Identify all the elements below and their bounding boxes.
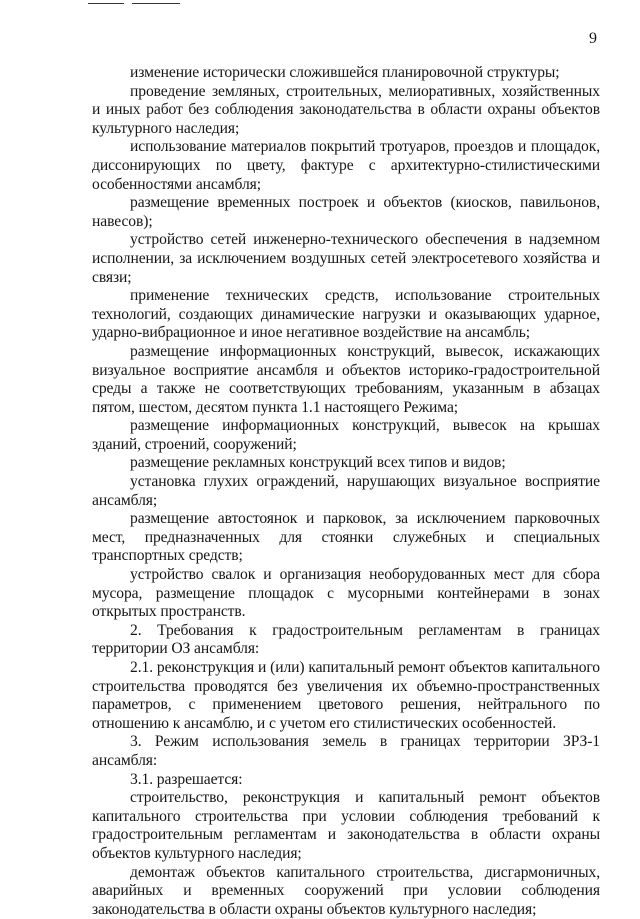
paragraph: использование материалов покрытий тротуаров, проездов и площадок, диссонирующих по цвету, фактуре с архитектурно-стилистическими особенностями ансамбля; <box>92 138 600 193</box>
paragraph: демонтаж объектов капитального строительства, дисгармоничных, аварийных и временных сооружений при условии соблюдения законодательства в области охраны объектов культурного наследия; <box>92 863 600 918</box>
paragraph: изменение исторически сложившейся планировочной структуры; <box>130 64 560 81</box>
paragraph: размещение информационных конструкций, вывесок, искажающих визуальное восприятие ансамбля и объектов историко-градостроительной среды а также не соответствующих требованиям, указанным в абзацах пятом, шестом, десятом пункта 1.1 настоящего Режима; <box>92 342 600 416</box>
section-heading: 2. Требования к градостроительным регламентам в границах территории ОЗ ансамбля: <box>92 621 600 658</box>
page-number: 9 <box>589 30 597 47</box>
paragraph: устройство сетей инженерно-технического обеспечения в надземном исполнении, за исключением воздушных сетей электросетевого хозяйства и связи; <box>92 231 600 286</box>
paragraph: применение технических средств, использование строительных технологий, создающих динамические нагрузки и оказывающих ударное, ударно-вибрационное и иное негативное воздействие на ансамбль; <box>92 287 600 342</box>
paragraph: проведение земляных, строительных, мелиоративных, хозяйственных и иных работ без соблюдения законодательства в области охраны объектов культурного наследия; <box>92 82 600 137</box>
header-rule <box>88 3 124 4</box>
paragraph: 2.1. реконструкция и (или) капитальный ремонт объектов капитального строительства проводятся без увеличения их объемно-пространственных параметров, с применением цветового решения, нейтрального по отношению к ансамблю, и с учетом его стилистических особенностей. <box>92 659 600 732</box>
header-rule <box>132 3 180 4</box>
document-body <box>92 64 600 919</box>
paragraph: размещение автостоянок и парковок, за исключением парковочных мест, предназначенных для стоянки служебных и специальных транспортных средств; <box>92 510 600 565</box>
paragraph: размещение рекламных конструкций всех типов и видов; <box>130 454 506 472</box>
paragraph: строительство, реконструкция и капитальный ремонт объектов капитального строительства при условии соблюдения требований к градостроительным регламентам и законодательства в области охраны объектов культурного наследия; <box>92 789 600 862</box>
paragraph: установка глухих ограждений, нарушающих визуальное восприятие ансамбля; <box>92 473 600 509</box>
section-heading: 3. Режим использования земель в границах территории ЗРЗ-1 ансамбля: <box>92 733 600 769</box>
paragraph: устройство свалок и организация необорудованных мест для сбора мусора, размещение площадок с мусорными контейнерами в зонах открытых пространств. <box>92 566 600 621</box>
paragraph: размещение информационных конструкций, вывесок на крышах зданий, строений, сооружений; <box>92 417 600 453</box>
paragraph: 3.1. разрешается: <box>130 770 243 788</box>
paragraph: размещение временных построек и объектов (киосков, павильонов, навесов); <box>92 194 600 230</box>
